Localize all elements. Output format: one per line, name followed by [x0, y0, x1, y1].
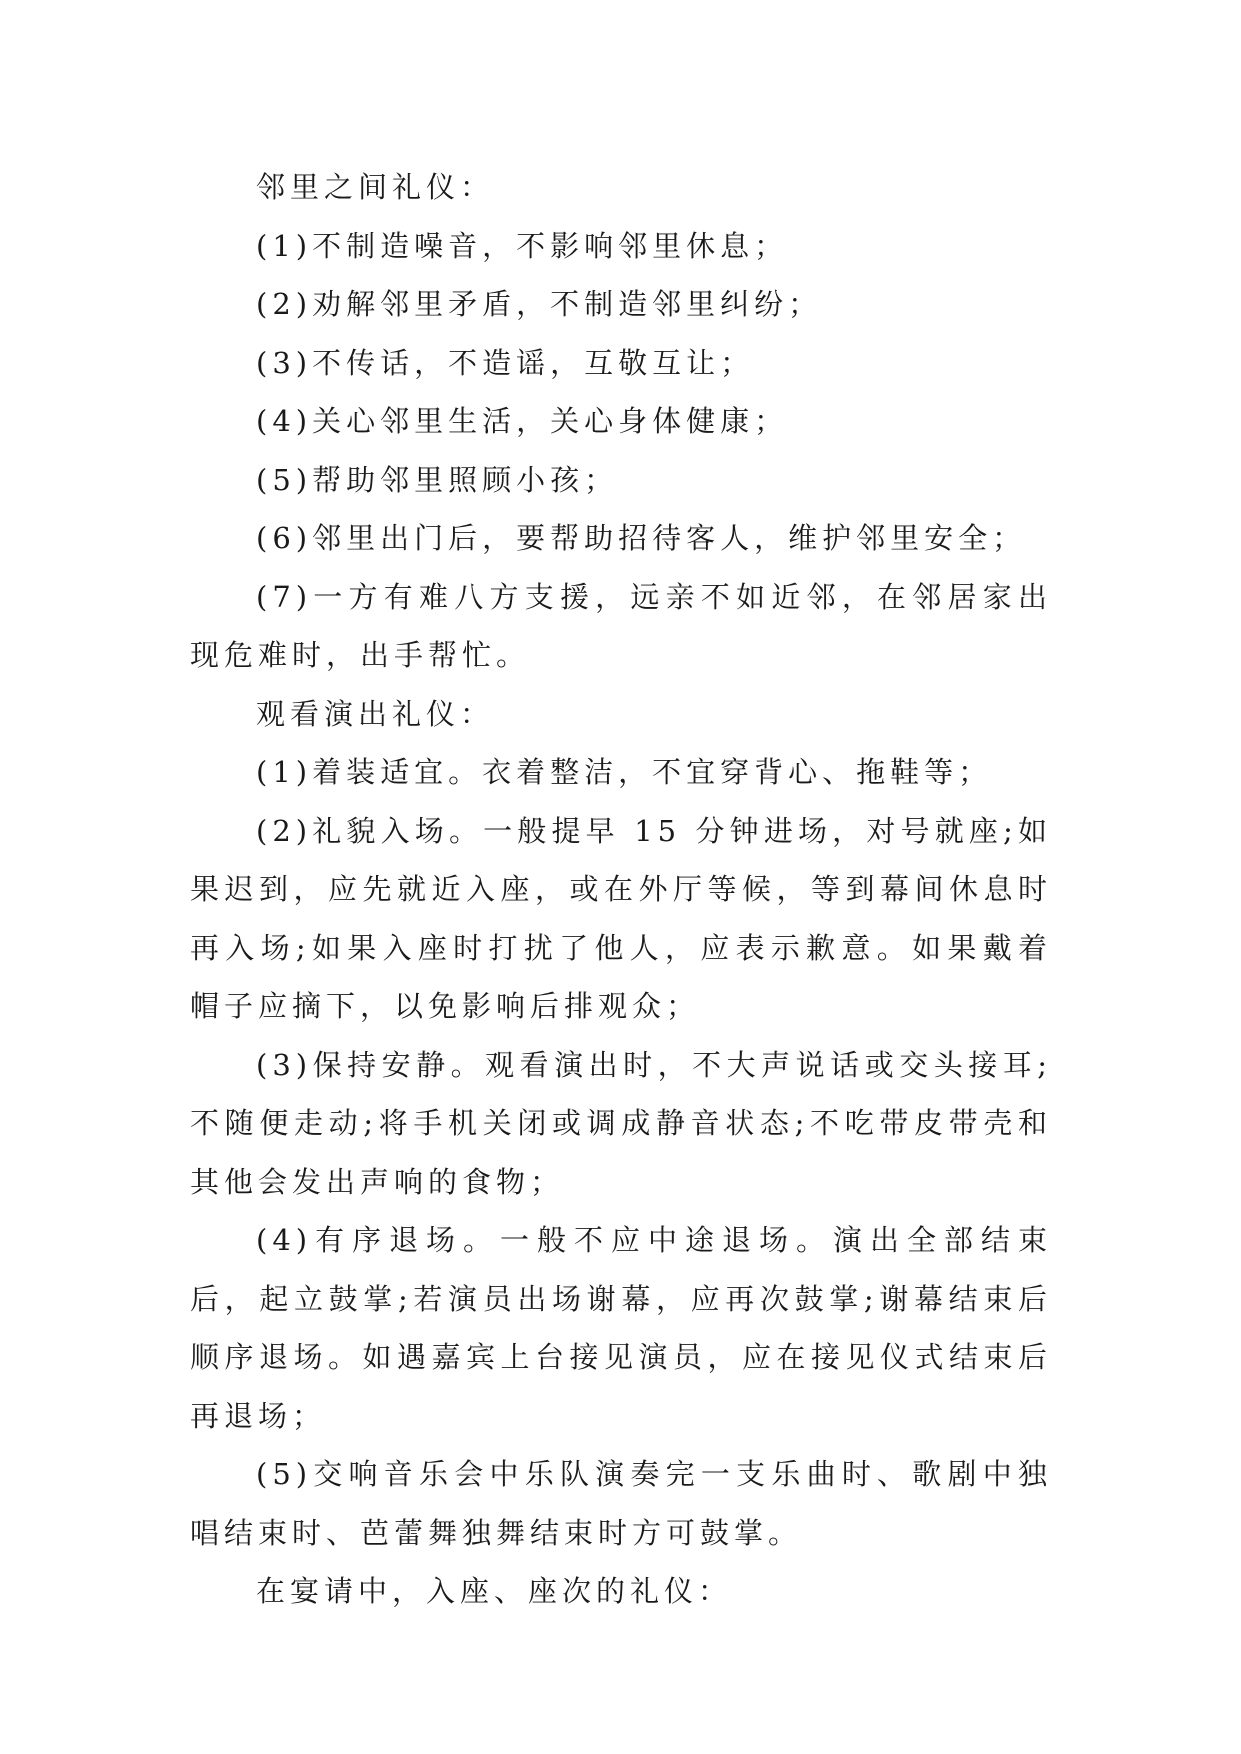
paragraph: (4)有序退场。一般不应中途退场。演出全部结束后，起立鼓掌;若演员出场谢幕，应再次鼓掌;谢幕结束后顺序退场。如遇嘉宾上台接见演员，应在接见仪式结束后再退场； [190, 1223, 1052, 1433]
paragraph: (6)邻里出门后，要帮助招待客人，维护邻里安全； [256, 521, 1027, 555]
paragraph: (1)着装适宜。衣着整洁，不宜穿背心、拖鞋等； [256, 755, 993, 789]
section-heading-neighbors: 邻里之间礼仪： [256, 170, 495, 204]
paragraph: (2)劝解邻里矛盾，不制造邻里纠纷； [256, 287, 823, 321]
paragraph: (1)不制造噪音，不影响邻里休息； [256, 228, 789, 263]
section-heading-performance: 观看演出礼仪： [256, 696, 495, 731]
paragraph: (7)一方有难八方支援，远亲不如近邻，在邻居家出现危难时，出手帮忙。 [190, 579, 1052, 672]
paragraph: (3)保持安静。观看演出时，不大声说话或交头接耳;不随便走动;将手机关闭或调成静音状态;不吃带皮带壳和其他会发出声响的食物； [190, 1047, 1052, 1199]
paragraph: (4)关心邻里生活，关心身体健康； [256, 404, 789, 438]
paragraph: (5)交响音乐会中乐队演奏完一支乐曲时、歌剧中独唱结束时、芭蕾舞独舞结束时方可鼓掌。 [190, 1457, 1052, 1550]
paragraph: (3)不传话，不造谣，互敬互让； [256, 345, 755, 380]
section-heading-banquet: 在宴请中，入座、座次的礼仪： [256, 1574, 733, 1608]
paragraph: (2)礼貌入场。一般提早 15 分钟进场，对号就座;如果迟到，应先就近入座，或在外厅等候，等到幕间休息时再入场;如果入座时打扰了他人，应表示歉意。如果戴着帽子应摘下，以免影响后排观众； [190, 813, 1052, 1023]
paragraph: (5)帮助邻里照顾小孩； [256, 462, 619, 497]
document-body [190, 158, 1052, 1621]
